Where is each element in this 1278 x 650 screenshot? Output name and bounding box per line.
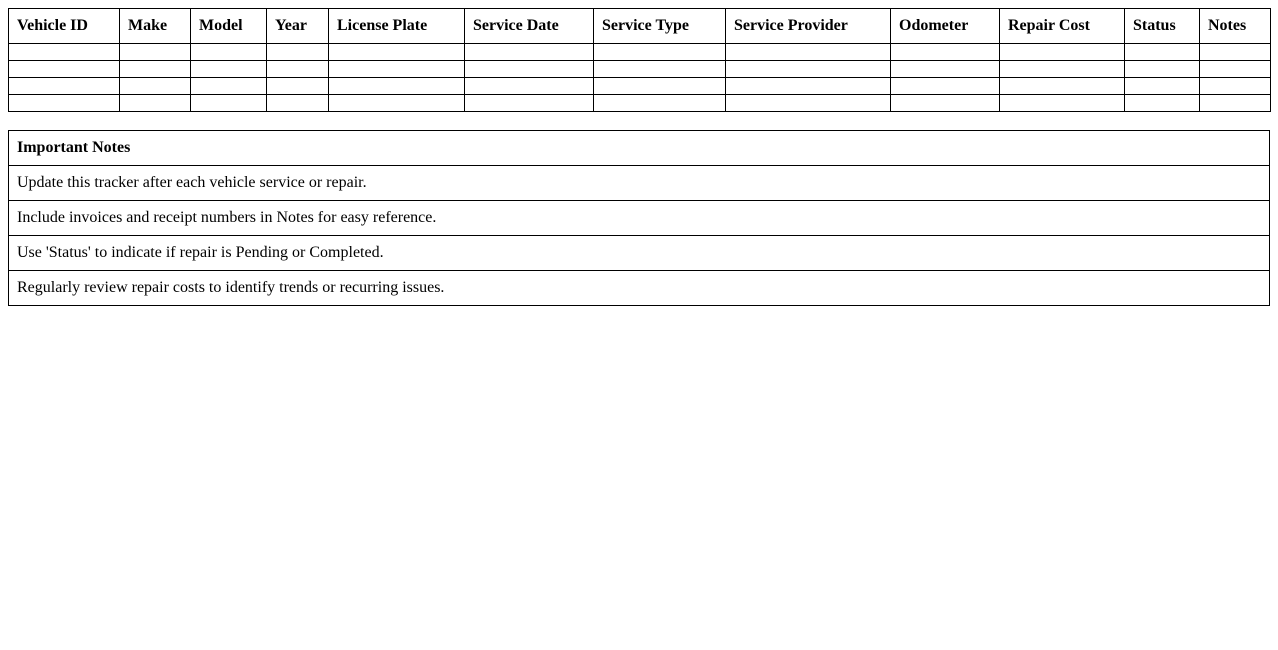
table-cell[interactable] xyxy=(1125,61,1200,78)
table-cell[interactable] xyxy=(594,61,726,78)
table-row xyxy=(9,44,1271,61)
column-header-service-date: Service Date xyxy=(465,9,594,44)
table-cell[interactable] xyxy=(9,95,120,112)
table-cell[interactable] xyxy=(267,78,329,95)
table-cell[interactable] xyxy=(191,61,267,78)
table-cell[interactable] xyxy=(465,44,594,61)
table-cell[interactable] xyxy=(191,95,267,112)
table-cell[interactable] xyxy=(1200,95,1271,112)
table-cell[interactable] xyxy=(594,78,726,95)
table-cell[interactable] xyxy=(726,78,891,95)
table-cell[interactable] xyxy=(9,78,120,95)
table-row xyxy=(9,95,1271,112)
table-cell[interactable] xyxy=(1000,61,1125,78)
table-cell[interactable] xyxy=(1000,95,1125,112)
table-cell[interactable] xyxy=(726,95,891,112)
notes-header-row xyxy=(9,131,1270,166)
note-text: Regularly review repair costs to identify trends or recurring issues. xyxy=(9,271,1270,306)
list-item xyxy=(9,236,1270,271)
table-cell[interactable] xyxy=(120,78,191,95)
table-cell[interactable] xyxy=(594,44,726,61)
table-cell[interactable] xyxy=(329,95,465,112)
list-item xyxy=(9,166,1270,201)
table-cell[interactable] xyxy=(1125,95,1200,112)
important-notes-table xyxy=(8,130,1270,306)
tracker-header-row xyxy=(9,9,1271,44)
column-header-year: Year xyxy=(267,9,329,44)
table-cell[interactable] xyxy=(465,95,594,112)
table-cell[interactable] xyxy=(594,95,726,112)
table-cell[interactable] xyxy=(329,44,465,61)
column-header-status: Status xyxy=(1125,9,1200,44)
table-cell[interactable] xyxy=(726,61,891,78)
column-header-vehicle-id: Vehicle ID xyxy=(9,9,120,44)
table-cell[interactable] xyxy=(191,44,267,61)
table-cell[interactable] xyxy=(465,78,594,95)
note-text: Include invoices and receipt numbers in Notes for easy reference. xyxy=(9,201,1270,236)
table-row xyxy=(9,61,1271,78)
table-cell[interactable] xyxy=(267,61,329,78)
table-cell[interactable] xyxy=(891,78,1000,95)
table-cell[interactable] xyxy=(726,44,891,61)
table-cell[interactable] xyxy=(1125,78,1200,95)
column-header-repair-cost: Repair Cost xyxy=(1000,9,1125,44)
column-header-model: Model xyxy=(191,9,267,44)
table-cell[interactable] xyxy=(1200,61,1271,78)
table-cell[interactable] xyxy=(1000,44,1125,61)
column-header-make: Make xyxy=(120,9,191,44)
list-item xyxy=(9,271,1270,306)
note-text: Use 'Status' to indicate if repair is Pending or Completed. xyxy=(9,236,1270,271)
table-cell[interactable] xyxy=(9,61,120,78)
table-cell[interactable] xyxy=(267,44,329,61)
table-row xyxy=(9,78,1271,95)
table-cell[interactable] xyxy=(9,44,120,61)
list-item xyxy=(9,201,1270,236)
column-header-notes: Notes xyxy=(1200,9,1271,44)
table-cell[interactable] xyxy=(1200,78,1271,95)
table-cell[interactable] xyxy=(267,95,329,112)
table-cell[interactable] xyxy=(891,95,1000,112)
table-cell[interactable] xyxy=(120,95,191,112)
table-cell[interactable] xyxy=(1125,44,1200,61)
column-header-service-provider: Service Provider xyxy=(726,9,891,44)
vehicle-service-tracker-table xyxy=(8,8,1271,112)
table-cell[interactable] xyxy=(329,61,465,78)
table-cell[interactable] xyxy=(120,61,191,78)
column-header-odometer: Odometer xyxy=(891,9,1000,44)
note-text: Update this tracker after each vehicle service or repair. xyxy=(9,166,1270,201)
notes-title: Important Notes xyxy=(9,131,1270,166)
table-cell[interactable] xyxy=(1000,78,1125,95)
table-cell[interactable] xyxy=(329,78,465,95)
table-cell[interactable] xyxy=(120,44,191,61)
column-header-license-plate: License Plate xyxy=(329,9,465,44)
column-header-service-type: Service Type xyxy=(594,9,726,44)
table-cell[interactable] xyxy=(891,44,1000,61)
table-cell[interactable] xyxy=(191,78,267,95)
table-cell[interactable] xyxy=(465,61,594,78)
table-cell[interactable] xyxy=(891,61,1000,78)
table-cell[interactable] xyxy=(1200,44,1271,61)
